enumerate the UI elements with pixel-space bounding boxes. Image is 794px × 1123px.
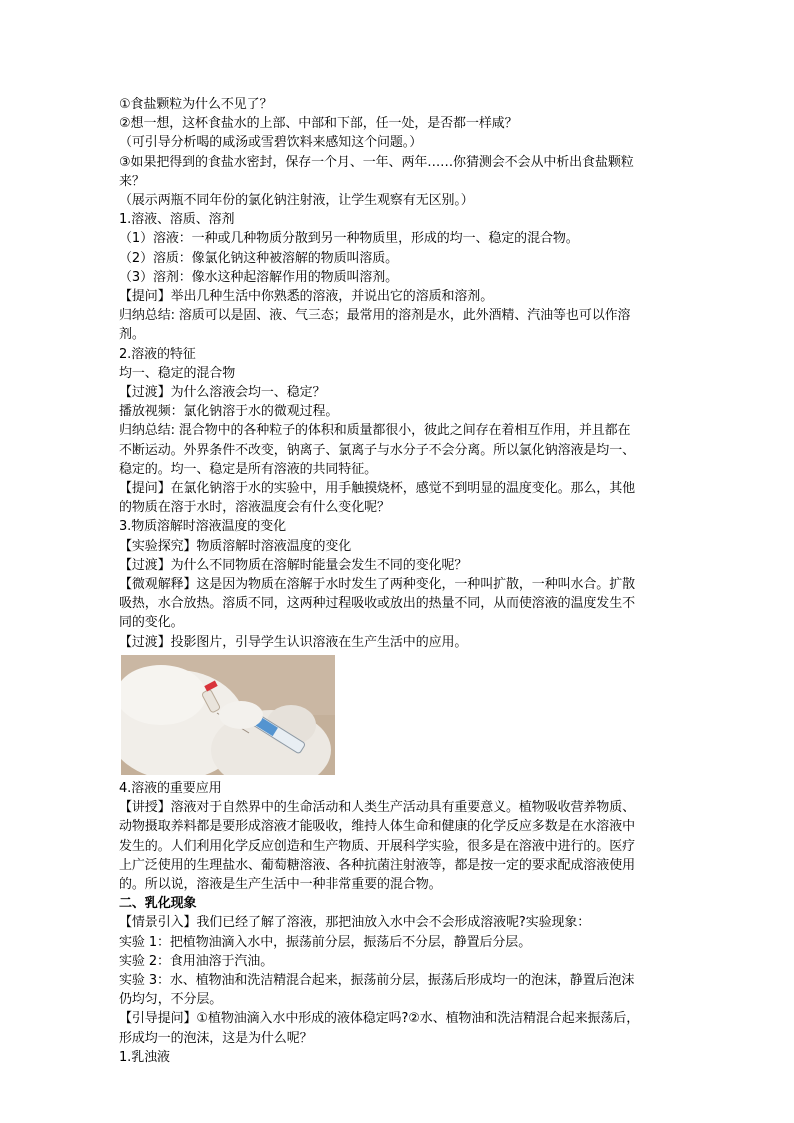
text-line: 【讲授】溶液对于自然界中的生命活动和人类生产活动具有重要意义。植物吸收营养物质、 bbox=[119, 800, 636, 816]
text-line: 归纳总结: 混合物中的各种粒子的体积和质量都很小，彼此之间存在着相互作用，并且都在 bbox=[119, 423, 631, 439]
text-line: 形成均一的泡沫，这是为什么呢？ bbox=[119, 1030, 313, 1046]
section-heading: 1.乳浊液 bbox=[119, 1049, 170, 1065]
text-line: ②想一想，这杯食盐水的上部、中部和下部，任一处，是否都一样咸？ bbox=[119, 116, 518, 132]
text-line: 【实验探究】物质溶解时溶液温度的变化 bbox=[119, 538, 352, 554]
text-line: ③如果把得到的食盐水密封，保存一个月、一年、两年……你猜测会不会从中析出食盐颗粒 bbox=[119, 154, 634, 170]
text-line: 发生的。人们利用化学反应创造和生产物质、开展科学实验，很多是在溶液中进行的。医疗 bbox=[119, 838, 636, 854]
text-line: 【提问】在氯化钠溶于水的实验中，用手触摸烧杯，感觉不到明显的温度变化。那么，其他 bbox=[119, 481, 636, 497]
text-line: （2）溶质：像氯化钠这种被溶解的物质叫溶质。 bbox=[119, 250, 399, 266]
text-line: 实验 3：水、植物油和洗洁精混合起来，振荡前分层，振荡后形成均一的泡沫，静置后泡沫 bbox=[119, 972, 635, 988]
section-heading: 2.溶液的特征 bbox=[119, 346, 196, 362]
text-line: 稳定的。均一、稳定是所有溶液的共同特征。 bbox=[119, 461, 378, 477]
injection-photo bbox=[121, 655, 335, 775]
chapter-heading: 二、乳化现象 bbox=[119, 896, 197, 912]
text-line: 【提问】举出几种生活中你熟悉的溶液，并说出它的溶质和溶剂。 bbox=[119, 289, 494, 305]
text-line: 吸热，水合放热。溶质不同，这两种过程吸收或放出的热量不同，从而使溶液的温度发生不 bbox=[119, 596, 636, 612]
paragraph-block-1 bbox=[119, 95, 683, 652]
text-line: 的。所以说，溶液是生产生活中一种非常重要的混合物。 bbox=[119, 876, 442, 892]
text-line: 【过渡】为什么不同物质在溶解时能量会发生不同的变化呢？ bbox=[119, 557, 468, 573]
text-line: 【情景引入】我们已经了解了溶液，那把油放入水中会不会形成溶液呢?实验现象： bbox=[119, 915, 591, 931]
text-line: 【引导提问】①植物油滴入水中形成的液体稳定吗?②水、植物油和洗洁精混合起来振荡后， bbox=[119, 1011, 640, 1027]
text-line: （可引导分析喝的咸汤或雪碧饮料来感知这个问题。） bbox=[119, 135, 423, 151]
section-heading: 4.溶液的重要应用 bbox=[119, 780, 222, 796]
text-line: 不断运动。外界条件不改变，钠离子、氯离子与水分子不会分离。所以氯化钠溶液是均一、 bbox=[119, 442, 636, 458]
paragraph-block-3 bbox=[119, 913, 683, 1067]
text-line: 实验 1：把植物油滴入水中，振荡前分层，振荡后不分层，静置后分层。 bbox=[119, 934, 532, 950]
text-line: 播放视频：氯化钠溶于水的微观过程。 bbox=[119, 404, 339, 420]
section-heading: 1.溶液、溶质、溶剂 bbox=[119, 212, 235, 228]
text-line: 实验 2：食用油溶于汽油。 bbox=[119, 953, 274, 969]
document-body bbox=[119, 95, 683, 1067]
text-line: ①食盐颗粒为什么不见了？ bbox=[119, 97, 273, 112]
text-line: （展示两瓶不同年份的氯化钠注射液，让学生观察有无区别。） bbox=[119, 193, 474, 209]
paragraph-block-2 bbox=[119, 779, 683, 894]
text-line: 剂。 bbox=[119, 327, 145, 343]
text-line: 动物摄取养料都是要形成溶液才能吸收，维持人体生命和健康的化学反应多数是在水溶液中 bbox=[119, 819, 636, 835]
text-line: 【微观解释】这是因为物质在溶解于水时发生了两种变化，一种叫扩散，一种叫水合。扩散 bbox=[119, 577, 636, 593]
text-line: 仍均匀，不分层。 bbox=[119, 992, 223, 1008]
text-line: 上广泛使用的生理盐水、葡萄糖溶液、各种抗菌注射液等，都是按一定的要求配成溶液使用 bbox=[119, 857, 636, 873]
section-heading: 3.物质溶解时溶液温度的变化 bbox=[119, 519, 287, 535]
text-line: 均一、稳定的混合物 bbox=[119, 365, 236, 381]
text-line: （1）溶液：一种或几种物质分散到另一种物质里，形成的均一、稳定的混合物。 bbox=[119, 231, 579, 247]
text-line: 【过渡】投影图片，引导学生认识溶液在生产生活中的应用。 bbox=[119, 634, 468, 650]
text-line: 【过渡】为什么溶液会均一、稳定？ bbox=[119, 385, 326, 401]
text-line: 的物质在溶于水时，溶液温度会有什么变化呢？ bbox=[119, 500, 390, 516]
text-line: 归纳总结: 溶质可以是固、液、气三态；最常用的溶剂是水，此外酒精、汽油等也可以作溶 bbox=[119, 308, 631, 324]
text-line: （3）溶剂：像水这种起溶解作用的物质叫溶剂。 bbox=[119, 269, 399, 285]
text-line: 来？ bbox=[119, 173, 145, 189]
text-line: 同的变化。 bbox=[119, 615, 184, 631]
